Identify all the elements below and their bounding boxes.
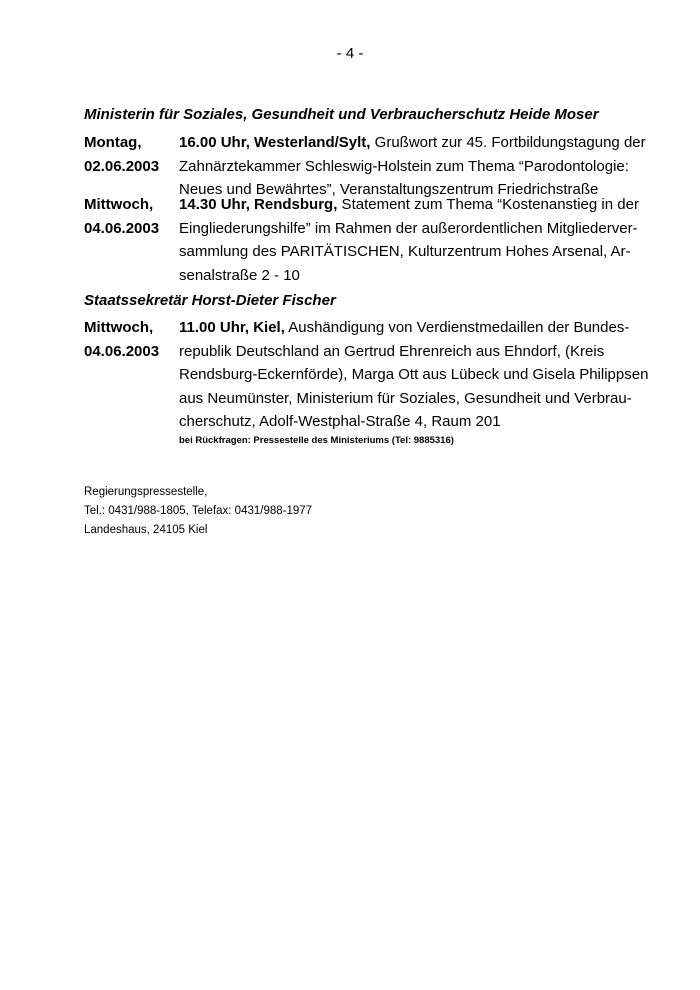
appointment-entry xyxy=(84,131,644,202)
appointment-line: republik Deutschland an Gertrud Ehrenreich aus Ehndorf, (Kreis xyxy=(179,342,605,360)
section-title-state-secretary: Staatssekretär Horst-Dieter Fischer xyxy=(84,292,336,309)
appointment-line: aus Neumünster, Ministerium für Soziales, Gesundheit und Verbrau- xyxy=(179,389,632,407)
footer-office: Regierungspressestelle, xyxy=(84,486,208,498)
weekday: Mittwoch, xyxy=(84,319,154,336)
section-title-minister: Ministerin für Soziales, Gesundheit und Verbraucherschutz Heide Moser xyxy=(84,106,599,123)
appointment-text xyxy=(179,316,649,448)
appointment-line: Eingliederungshilfe” im Rahmen der außerordentlichen Mitgliederver- xyxy=(179,219,638,237)
appointment-lead: 14.30 Uhr, Rendsburg, xyxy=(179,196,338,213)
footer-address: Landeshaus, 24105 Kiel xyxy=(84,524,208,536)
date: 02.06.2003 xyxy=(84,157,160,175)
appointment-line: Grußwort zur 45. Fortbildungstagung der xyxy=(370,134,646,151)
appointment-line: senalstraße 2 - 10 xyxy=(179,266,300,284)
appointment-line: cherschutz, Adolf-Westphal-Straße 4, Raum 201 xyxy=(179,413,501,430)
appointment-line: Statement zum Thema “Kostenanstieg in der xyxy=(337,196,639,213)
appointment-lead: 16.00 Uhr, Westerland/Sylt, xyxy=(179,134,371,151)
appointment-entry xyxy=(84,316,649,448)
press-office-footer xyxy=(84,483,312,540)
appointment-line: Neues und Bewährtes”, Veranstaltungszentrum Friedrichstraße xyxy=(179,181,599,198)
contact-note: bei Rückfragen: Pressestelle des Ministeriums (Tel: 9885316) xyxy=(179,434,454,446)
appointment-line: Aushändigung von Verdienstmedaillen der Bundes- xyxy=(284,319,630,336)
page-number: - 4 - xyxy=(336,45,364,62)
appointment-line: Zahnärztekammer Schleswig-Holstein zum Thema “Parodontologie: xyxy=(179,157,629,175)
appointment-lead: 11.00 Uhr, Kiel, xyxy=(179,319,285,336)
date: 04.06.2003 xyxy=(84,342,160,360)
appointment-date xyxy=(84,193,176,240)
appointment-line: Rendsburg-Eckernförde), Marga Ott aus Lübeck und Gisela Philippsen xyxy=(179,366,649,383)
appointment-date xyxy=(84,316,176,363)
appointment-line: sammlung des PARITÄTISCHEN, Kulturzentrum Hohes Arsenal, Ar- xyxy=(179,243,631,260)
appointment-text xyxy=(179,193,644,287)
footer-phone: Tel.: 0431/988-1805, Telefax: 0431/988-1977 xyxy=(84,505,313,517)
appointment-date xyxy=(84,131,176,178)
appointment-entry xyxy=(84,193,644,287)
date: 04.06.2003 xyxy=(84,219,160,237)
weekday: Mittwoch, xyxy=(84,196,154,213)
appointment-text xyxy=(179,131,644,202)
weekday: Montag, xyxy=(84,134,142,151)
